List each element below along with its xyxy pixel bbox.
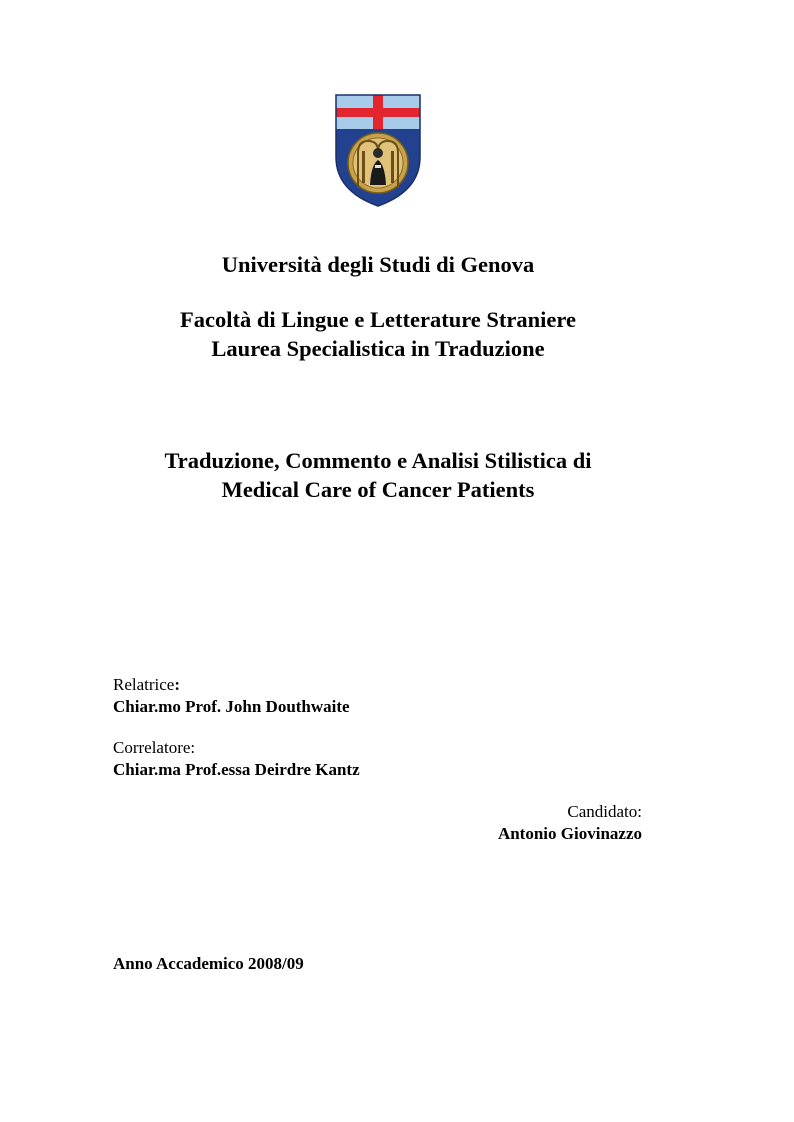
candidate-block — [498, 801, 642, 845]
thesis-title-line2: Medical Care of Cancer Patients — [221, 477, 535, 502]
university-name: Università degli Studi di Genova — [221, 252, 535, 277]
relatrice-block — [113, 674, 350, 718]
relatrice-colon: : — [174, 675, 181, 694]
candidate-label: Candidato: — [567, 802, 642, 821]
faculty-name: Facoltà di Lingue e Letterature Straniere — [180, 307, 576, 332]
relatrice-name: Chiar.mo Prof. John Douthwaite — [113, 697, 350, 716]
relatrice-label-line — [113, 674, 350, 696]
correlatore-name: Chiar.ma Prof.essa Deirdre Kantz — [113, 760, 360, 779]
academic-year: Anno Accademico 2008/09 — [113, 954, 304, 973]
thesis-title-line1: Traduzione, Commento e Analisi Stilistica di — [164, 448, 592, 473]
university-of-genoa-crest-icon — [334, 93, 422, 208]
candidate-name: Antonio Giovinazzo — [497, 824, 642, 843]
correlatore-label: Correlatore: — [113, 738, 196, 757]
university-crest — [334, 93, 422, 208]
relatrice-label: Relatrice — [113, 675, 175, 694]
correlatore-block — [113, 737, 360, 781]
degree-name: Laurea Specialistica in Traduzione — [211, 336, 545, 361]
